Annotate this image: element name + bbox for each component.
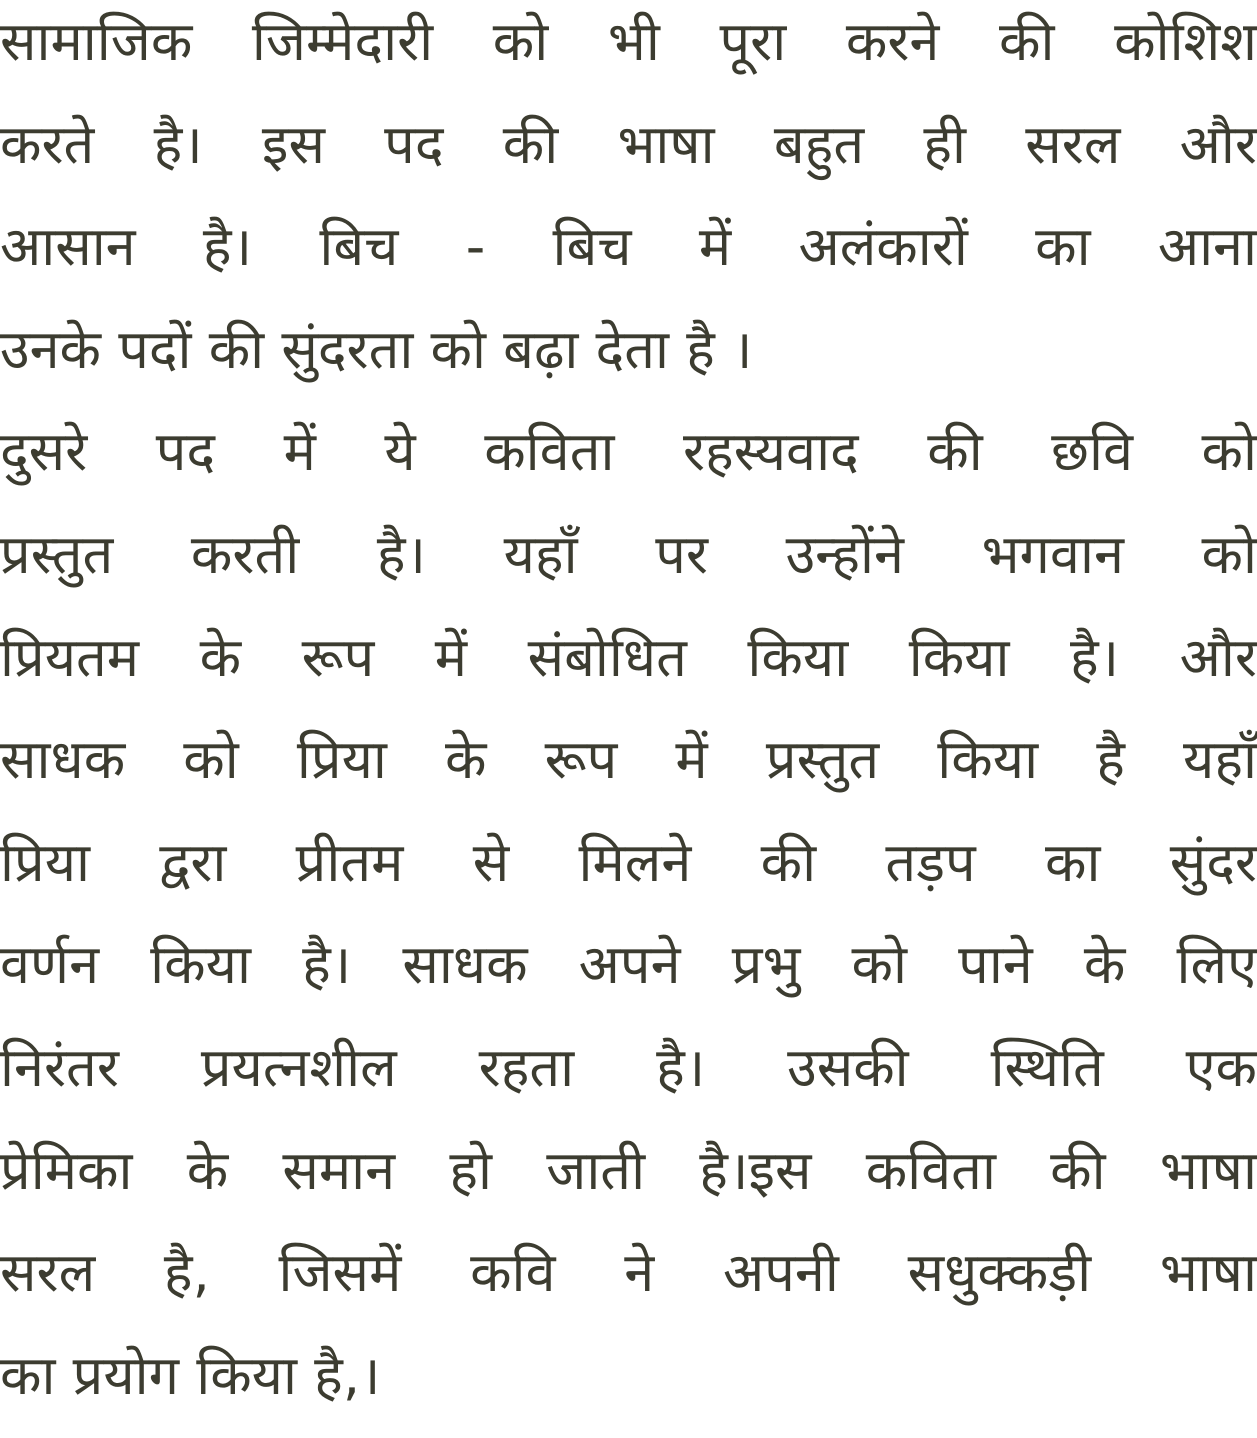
text-line: प्रिया द्वरा प्रीतम से मिलने की तड़प का सुंदर bbox=[0, 830, 1257, 894]
text-line: करते है। इस पद की भाषा बहुत ही सरल और bbox=[0, 112, 1257, 176]
text-line: साधक को प्रिया के रूप में प्रस्तुत किया है यहाँ bbox=[0, 728, 1257, 792]
text-line: दुसरे पद में ये कविता रहस्यवाद की छवि को bbox=[0, 420, 1257, 484]
text-line: का प्रयोग किया है,। bbox=[0, 1343, 381, 1407]
text-line: निरंतर प्रयत्नशील रहता है। उसकी स्थिति एक bbox=[0, 1035, 1257, 1099]
text-line: उनके पदों की सुंदरता को बढ़ा देता है । bbox=[0, 317, 753, 381]
text-line: प्रियतम के रूप में संबोधित किया किया है। और bbox=[0, 625, 1257, 689]
text-line: आसान है। बिच - बिच में अलंकारों का आना bbox=[0, 215, 1257, 279]
text-line: प्रेमिका के समान हो जाती है।इस कविता की भाषा bbox=[0, 1138, 1257, 1202]
text-line: प्रस्तुत करती है। यहाँ पर उन्होंने भगवान को bbox=[0, 522, 1257, 586]
text-line: सामाजिक जिम्मेदारी को भी पूरा करने की कोशिश bbox=[0, 10, 1257, 73]
text-line: वर्णन किया है। साधक अपने प्रभु को पाने के लिए bbox=[0, 933, 1257, 997]
text-line: सरल है, जिसमें कवि ने अपनी सधुक्कड़ी भाषा bbox=[0, 1241, 1257, 1305]
